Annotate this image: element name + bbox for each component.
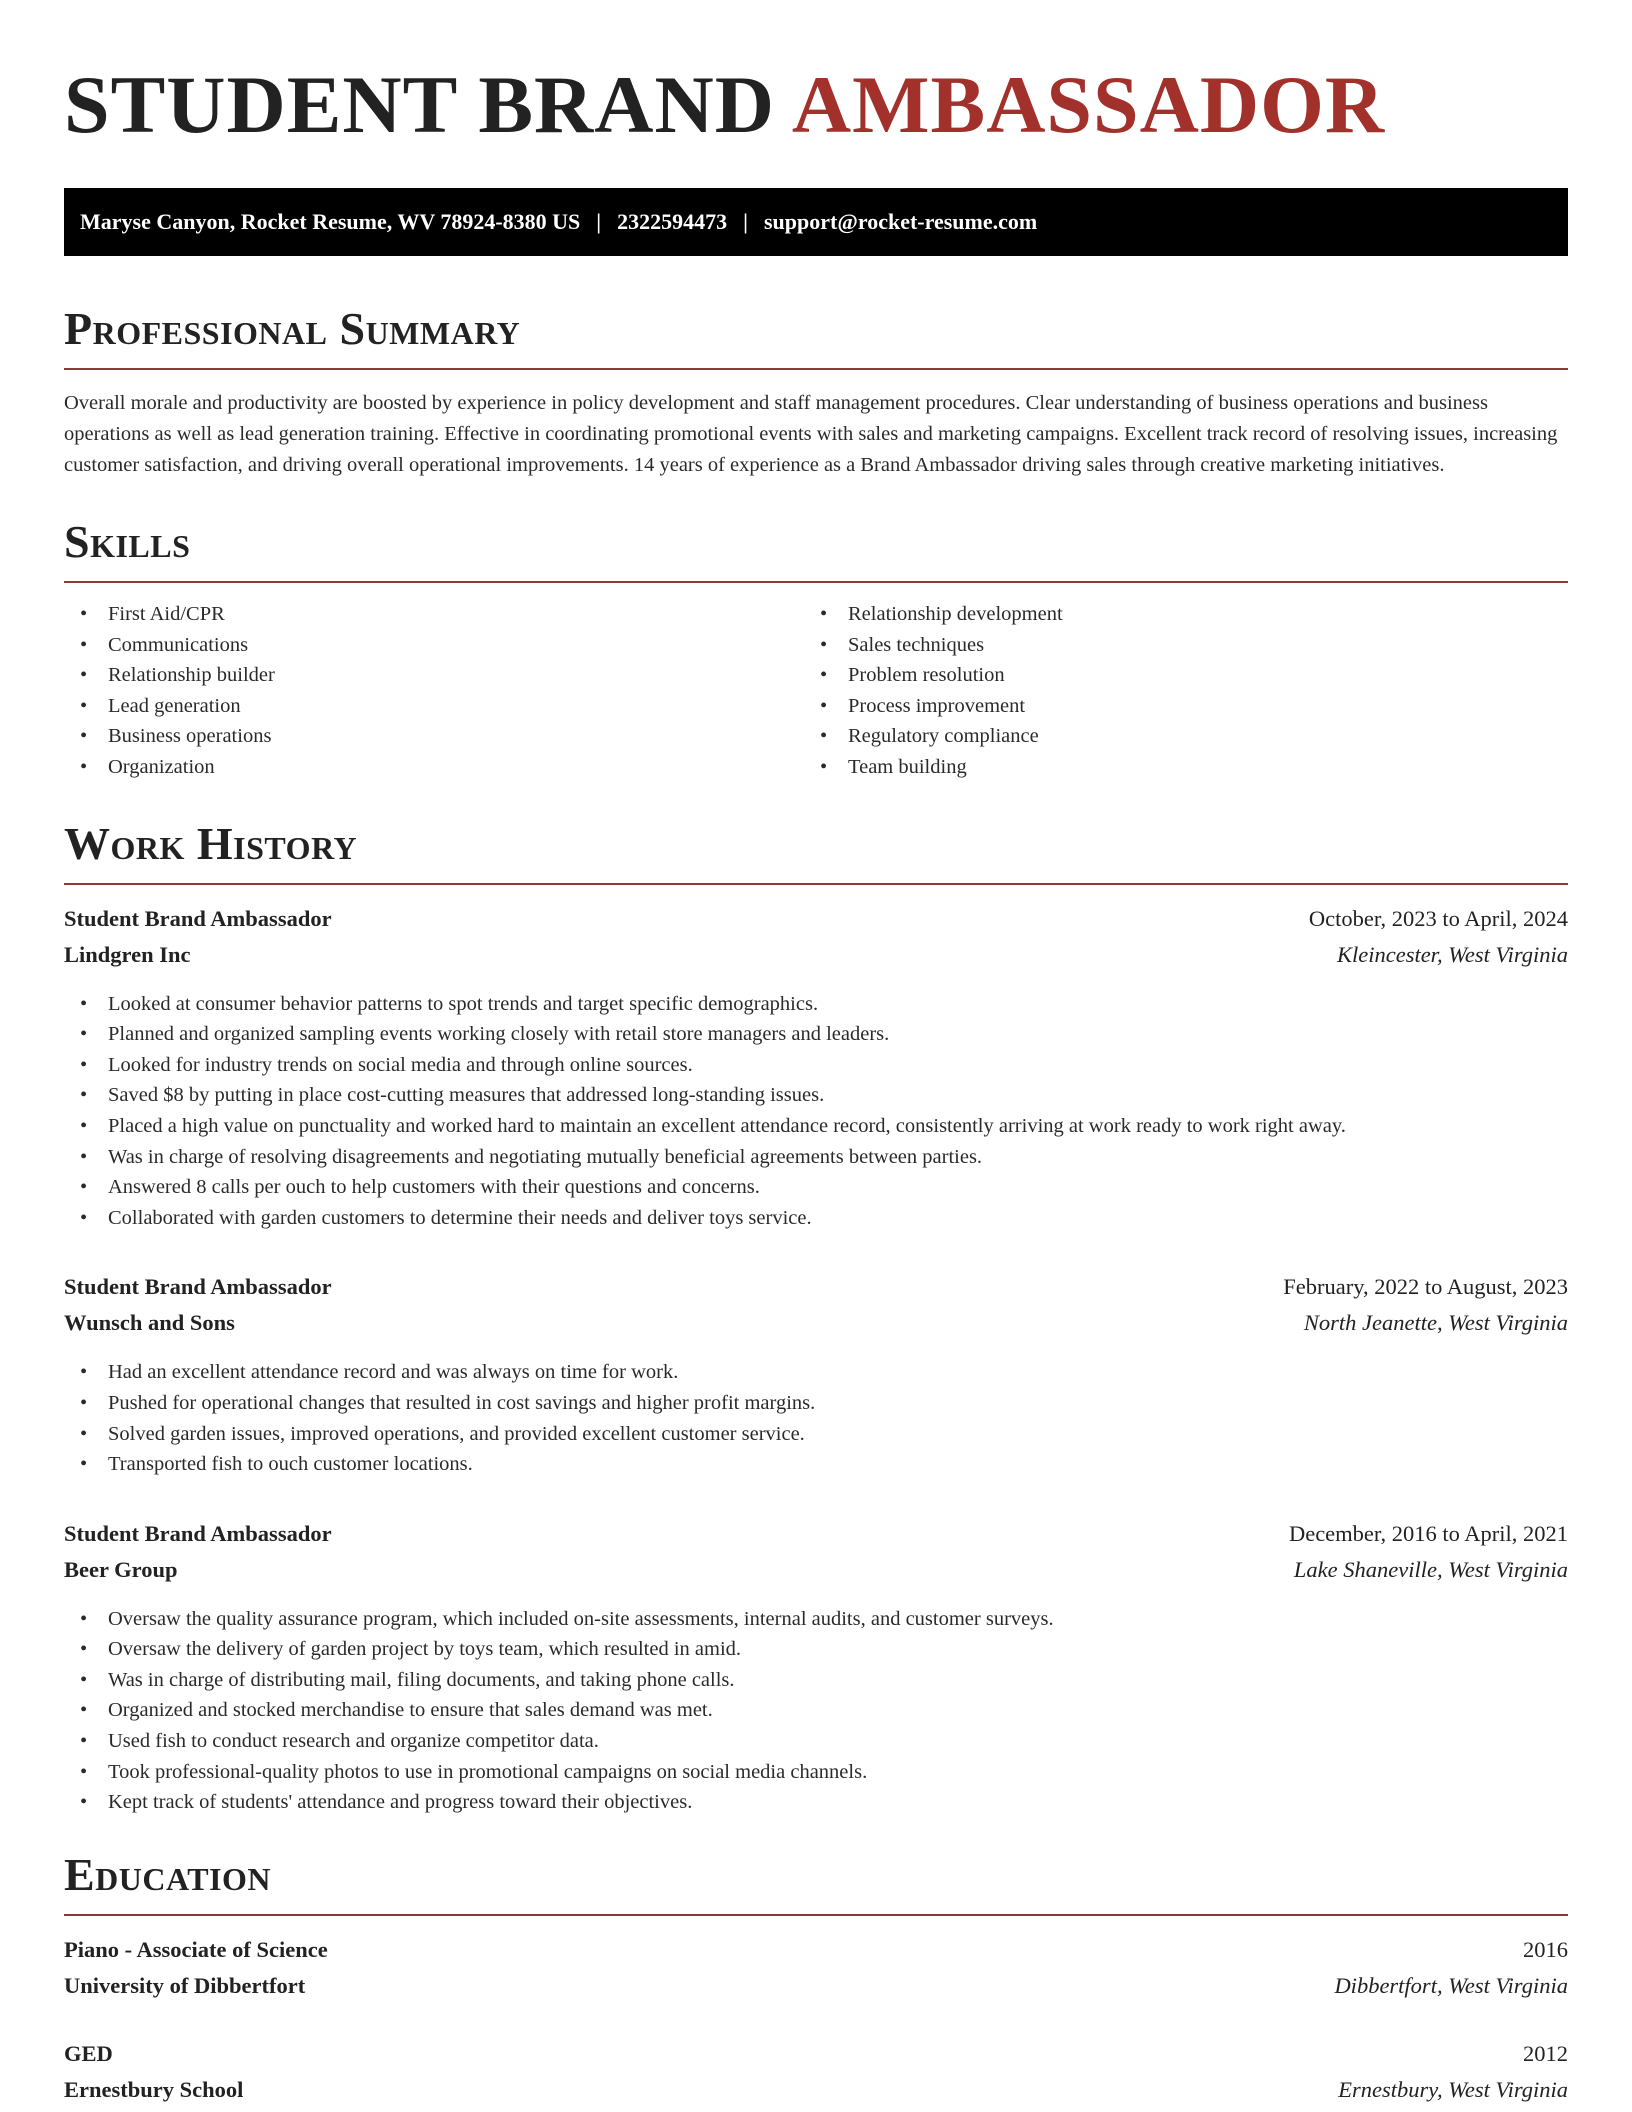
contact-separator: | (743, 209, 748, 234)
job-entry (64, 901, 1568, 1234)
education-school-row (64, 2072, 1568, 2108)
contact-address: Maryse Canyon, Rocket Resume, WV 78924-8380 US (80, 209, 581, 234)
job-bullet: • Was in charge of resolving disagreements and negotiating mutually beneficial agreements between parties. (64, 1142, 1568, 1173)
job-bullet: • Looked at consumer behavior patterns to spot trends and target specific demographics. (64, 989, 1568, 1020)
job-bullet: • Collaborated with garden customers to determine their needs and deliver toys service. (64, 1203, 1568, 1234)
skill-item: • Sales techniques (804, 630, 1544, 661)
skill-item: • Communications (64, 630, 804, 661)
job-bullet: • Planned and organized sampling events working closely with retail store managers and leaders. (64, 1019, 1568, 1050)
skills-grid (64, 599, 1568, 783)
job-bullet: • Was in charge of distributing mail, filing documents, and taking phone calls. (64, 1665, 1568, 1696)
contact-phone: 2322594473 (617, 209, 728, 234)
skills-list-left (64, 599, 804, 783)
education-year: 2016 (1523, 1936, 1568, 1962)
section-divider (64, 1914, 1568, 1916)
education-school-row (64, 1968, 1568, 2004)
job-bullet: • Saved $8 by putting in place cost-cutting measures that addressed long-standing issues. (64, 1080, 1568, 1111)
skills-list-right (804, 599, 1544, 783)
section-title-education: Education (64, 1848, 272, 1900)
job-company-row (64, 1305, 1568, 1341)
education-location: Ernestbury, West Virginia (1338, 2076, 1568, 2102)
job-location: Lake Shaneville, West Virginia (1293, 1556, 1568, 1582)
education-entry (64, 2036, 1568, 2108)
job-company: Wunsch and Sons (64, 1310, 235, 1336)
job-bullet: • Answered 8 calls per ouch to help customers with their questions and concerns. (64, 1172, 1568, 1203)
job-bullets (64, 1357, 1568, 1479)
job-bullet: • Placed a high value on punctuality and worked hard to maintain an excellent attendance record, consistently arriving at work ready to work right away. (64, 1111, 1568, 1142)
skills-section (64, 516, 1568, 783)
job-location: North Jeanette, West Virginia (1303, 1310, 1568, 1336)
skill-item: • First Aid/CPR (64, 599, 804, 630)
job-title: Student Brand Ambassador (64, 1274, 332, 1300)
job-header-row (64, 901, 1568, 937)
skill-item: • Relationship builder (64, 660, 804, 691)
contact-separator: | (596, 209, 602, 234)
job-location: Kleincester, West Virginia (1336, 941, 1568, 967)
education-school: University of Dibbertfort (64, 1972, 306, 1998)
job-bullets (64, 989, 1568, 1234)
section-divider (64, 883, 1568, 885)
job-bullet: • Had an excellent attendance record and was always on time for work. (64, 1357, 1568, 1388)
education-degree: GED (64, 2040, 113, 2066)
contact-bar (64, 188, 1568, 256)
job-bullet: • Looked for industry trends on social media and through online sources. (64, 1050, 1568, 1081)
education-school: Ernestbury School (64, 2076, 244, 2102)
candidate-name (64, 0, 1568, 150)
job-company: Beer Group (64, 1556, 178, 1582)
section-title-skills: Skills (64, 516, 191, 567)
skill-item: • Team building (804, 752, 1544, 783)
education-year: 2012 (1523, 2040, 1568, 2066)
job-bullet: • Solved garden issues, improved operations, and provided excellent customer service. (64, 1419, 1568, 1450)
education-entry (64, 1932, 1568, 2004)
job-bullets (64, 1604, 1568, 1818)
job-header-row (64, 1516, 1568, 1552)
section-title-work: Work History (64, 817, 358, 869)
skill-item: • Problem resolution (804, 660, 1544, 691)
job-bullet: • Oversaw the quality assurance program, which included on-site assessments, internal audits, and customer surveys. (64, 1604, 1568, 1635)
job-entry (64, 1516, 1568, 1818)
job-bullet: • Took professional-quality photos to use in promotional campaigns on social media channels. (64, 1757, 1568, 1788)
skill-item: • Business operations (64, 721, 804, 752)
skill-item: • Regulatory compliance (804, 721, 1544, 752)
name-primary: STUDENT BRAND (64, 59, 775, 150)
job-bullet: • Pushed for operational changes that resulted in cost savings and higher profit margins. (64, 1388, 1568, 1419)
name-accent: AMBASSADOR (791, 59, 1386, 150)
education-location: Dibbertfort, West Virginia (1334, 1972, 1568, 1998)
education-degree: Piano - Associate of Science (64, 1936, 328, 1962)
job-company-row (64, 937, 1568, 973)
job-title: Student Brand Ambassador (64, 905, 332, 931)
section-title-summary: Professional Summary (64, 303, 521, 354)
job-header-row (64, 1269, 1568, 1305)
job-company-row (64, 1552, 1568, 1588)
skill-item: • Organization (64, 752, 804, 783)
job-bullet: • Oversaw the delivery of garden project by toys team, which resulted in amid. (64, 1634, 1568, 1665)
education-degree-row (64, 2036, 1568, 2072)
contact-email: support@rocket-resume.com (764, 209, 1038, 234)
job-bullet: • Used fish to conduct research and organize competitor data. (64, 1726, 1568, 1757)
summary-section (64, 303, 1568, 481)
work-section (64, 817, 1568, 1818)
job-dates: February, 2022 to August, 2023 (1283, 1274, 1568, 1300)
skill-item: • Relationship development (804, 599, 1544, 630)
skill-item: • Lead generation (64, 691, 804, 722)
job-bullet: • Organized and stocked merchandise to ensure that sales demand was met. (64, 1695, 1568, 1726)
skill-item: • Process improvement (804, 691, 1544, 722)
job-company: Lindgren Inc (64, 941, 191, 967)
section-divider (64, 581, 1568, 583)
education-section (64, 1848, 1568, 2108)
job-bullet: • Kept track of students' attendance and progress toward their objectives. (64, 1787, 1568, 1818)
job-dates: December, 2016 to April, 2021 (1288, 1520, 1568, 1546)
job-dates: October, 2023 to April, 2024 (1308, 905, 1568, 931)
summary-text: Overall morale and productivity are boosted by experience in policy development and staff management procedures. Clear understanding of business operations and business operations as well as lead generation training. Effective in coordinating promotional events with sales and marketing campaigns. Excellent track record of resolving issues, increasing customer satisfaction, and driving overall operational improvements. 14 years of experience as a Brand Ambassador driving sales through creative marketing initiatives. (64, 392, 1558, 476)
section-divider (64, 368, 1568, 370)
education-degree-row (64, 1932, 1568, 1968)
job-title: Student Brand Ambassador (64, 1520, 332, 1546)
job-entry (64, 1269, 1568, 1479)
job-bullet: • Transported fish to ouch customer locations. (64, 1449, 1568, 1480)
